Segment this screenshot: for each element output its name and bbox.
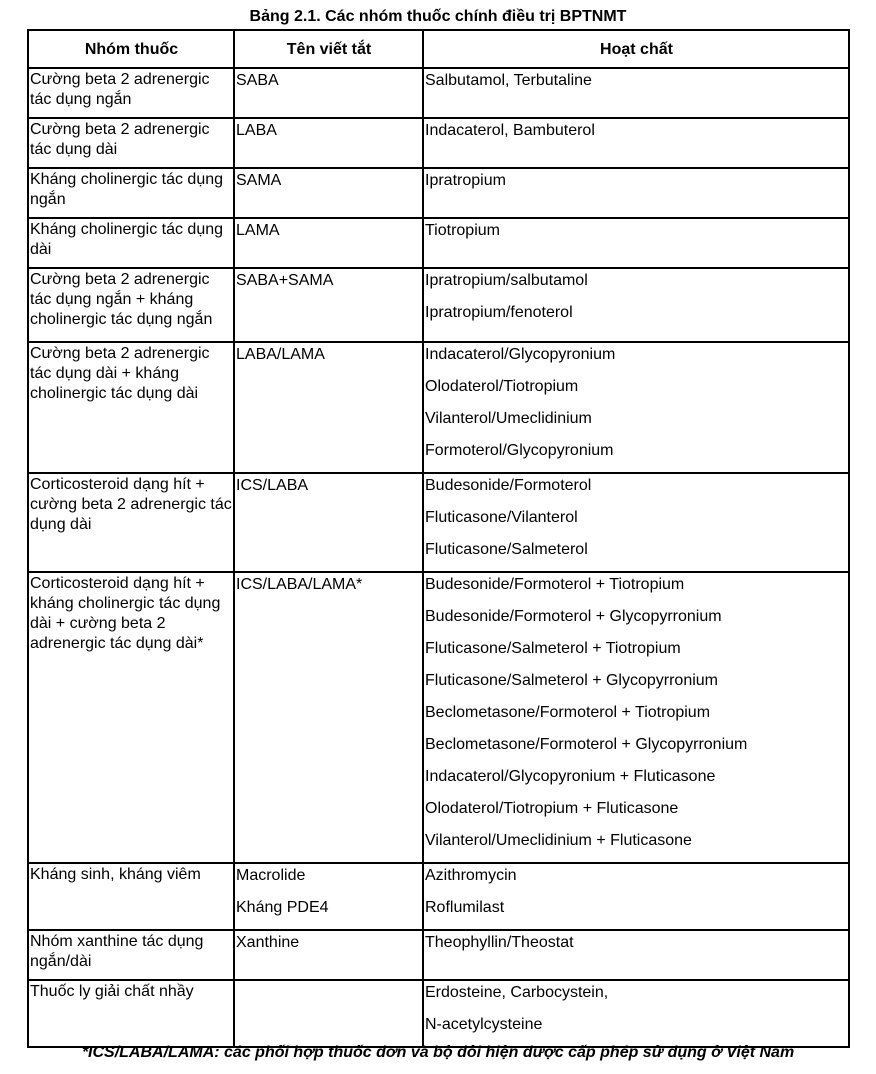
abbreviation-label: LABA/LAMA [236,346,325,363]
active-ingredient-cell [423,268,849,342]
table-row [28,218,849,268]
active-ingredient-cell [423,473,849,572]
active-ingredient-item: Olodaterol/Tiotropium [425,378,579,395]
drug-group-cell [28,930,234,980]
abbreviation-label: LAMA [236,222,280,239]
table-row [28,572,849,863]
active-ingredient-item: Ipratropium/salbutamol [425,272,588,289]
active-ingredient-item: Formoterol/Glycopyronium [425,442,614,459]
active-ingredient-item: Indacaterol/Glycopyronium + Fluticasone [425,768,716,785]
active-ingredient-item: Tiotropium [425,222,500,239]
table-header-row [28,30,849,68]
abbreviation-cell [234,168,423,218]
drug-group-label: Kháng sinh, kháng viêm [30,866,201,883]
active-ingredient-item: Vilanterol/Umeclidinium + Fluticasone [425,832,692,849]
abbreviation-label: ICS/LABA [236,477,309,494]
abbreviation-label: LABA [236,122,277,139]
header-drug-group: Nhóm thuốc [28,30,234,68]
drug-group-cell [28,863,234,930]
abbreviation-cell [234,930,423,980]
abbreviation-cell [234,863,423,930]
table-title: Bảng 2.1. Các nhóm thuốc chính điều trị BPTNMT [249,8,627,25]
abbreviation-label: SABA+SAMA [236,272,334,289]
active-ingredient-item: Beclometasone/Formoterol + Tiotropium [425,704,711,721]
abbreviation-cell [234,473,423,572]
drug-group-label: Thuốc ly giải chất nhầy [30,983,194,1000]
abbreviation-label: Macrolide [236,867,306,884]
active-ingredient-cell [423,118,849,168]
active-ingredient-item: Fluticasone/Salmeterol + Glycopyrronium [425,672,719,689]
active-ingredient-item: Olodaterol/Tiotropium + Fluticasone [425,800,679,817]
active-ingredient-item: Beclometasone/Formoterol + Glycopyrronium [425,736,748,753]
active-ingredient-item: Fluticasone/Salmeterol [425,541,588,558]
header-active-ingredient: Hoạt chất [423,30,849,68]
abbreviation-label: Xanthine [236,934,300,951]
drug-group-cell [28,268,234,342]
active-ingredient-item: Ipratropium [425,172,506,189]
abbreviation-cell [234,342,423,473]
active-ingredient-item: Fluticasone/Vilanterol [425,509,578,526]
active-ingredient-item: Erdosteine, Carbocystein, [425,984,609,1001]
table-row [28,268,849,342]
abbreviation-cell [234,268,423,342]
active-ingredient-item: N-acetylcysteine [425,1016,543,1033]
active-ingredient-item: Vilanterol/Umeclidinium [425,410,592,427]
active-ingredient-item: Theophyllin/Theostat [425,934,574,951]
active-ingredient-cell [423,68,849,118]
drug-group-label: Kháng cholinergic tác dụng ngắn [30,171,224,208]
abbreviation-cell [234,68,423,118]
active-ingredient-cell [423,342,849,473]
abbreviation-label: SAMA [236,172,282,189]
table-row [28,118,849,168]
drug-group-cell [28,168,234,218]
table-row [28,342,849,473]
drug-group-cell [28,118,234,168]
footnote: *ICS/LABA/LAMA: các phối hợp thuốc đơn và bộ đôi hiện được cấp phép sử dụng ở Việt Nam [81,1044,795,1061]
table-row [28,473,849,572]
active-ingredient-item: Budesonide/Formoterol + Glycopyrronium [425,608,722,625]
abbreviation-label: SABA [236,72,279,89]
drug-group-cell [28,218,234,268]
abbreviation-cell [234,980,423,1047]
abbreviation-label: ICS/LABA/LAMA* [236,576,363,593]
drug-group-cell [28,572,234,863]
active-ingredient-item: Azithromycin [425,867,517,884]
active-ingredient-item: Indacaterol, Bambuterol [425,122,595,139]
active-ingredient-cell [423,863,849,930]
active-ingredient-item: Roflumilast [425,899,505,916]
active-ingredient-item: Ipratropium/fenoterol [425,304,573,321]
drug-group-label: Corticosteroid dạng hít + cường beta 2 adrenergic tác dụng dài [30,476,232,533]
drug-group-label: Cường beta 2 adrenergic tác dụng dài + kháng cholinergic tác dụng dài [30,345,210,402]
drug-group-label: Cường beta 2 adrenergic tác dụng dài [30,121,210,158]
drug-group-cell [28,980,234,1047]
active-ingredient-cell [423,168,849,218]
table-row [28,980,849,1047]
table-row [28,863,849,930]
active-ingredient-item: Budesonide/Formoterol [425,477,592,494]
table-row [28,168,849,218]
drug-groups-table [27,29,850,1048]
table-row [28,930,849,980]
active-ingredient-cell [423,218,849,268]
drug-group-label: Corticosteroid dạng hít + kháng cholinergic tác dụng dài + cường beta 2 adrenergic tác dụng dài* [30,575,221,652]
active-ingredient-item: Fluticasone/Salmeterol + Tiotropium [425,640,681,657]
table-body [28,68,849,1047]
abbreviation-cell [234,118,423,168]
drug-group-label: Nhóm xanthine tác dụng ngắn/dài [30,933,204,970]
drug-group-cell [28,68,234,118]
header-abbreviation: Tên viết tắt [234,30,423,68]
drug-group-label: Cường beta 2 adrenergic tác dụng ngắn [30,71,210,108]
drug-group-cell [28,342,234,473]
active-ingredient-cell [423,980,849,1047]
active-ingredient-item: Indacaterol/Glycopyronium [425,346,616,363]
drug-group-cell [28,473,234,572]
abbreviation-cell [234,218,423,268]
drug-group-label: Kháng cholinergic tác dụng dài [30,221,224,258]
active-ingredient-item: Salbutamol, Terbutaline [425,72,592,89]
abbreviation-label: Kháng PDE4 [236,899,329,916]
active-ingredient-cell [423,572,849,863]
table-row [28,68,849,118]
drug-group-label: Cường beta 2 adrenergic tác dụng ngắn + kháng cholinergic tác dụng ngắn [30,271,213,328]
active-ingredient-cell [423,930,849,980]
abbreviation-cell [234,572,423,863]
active-ingredient-item: Budesonide/Formoterol + Tiotropium [425,576,685,593]
